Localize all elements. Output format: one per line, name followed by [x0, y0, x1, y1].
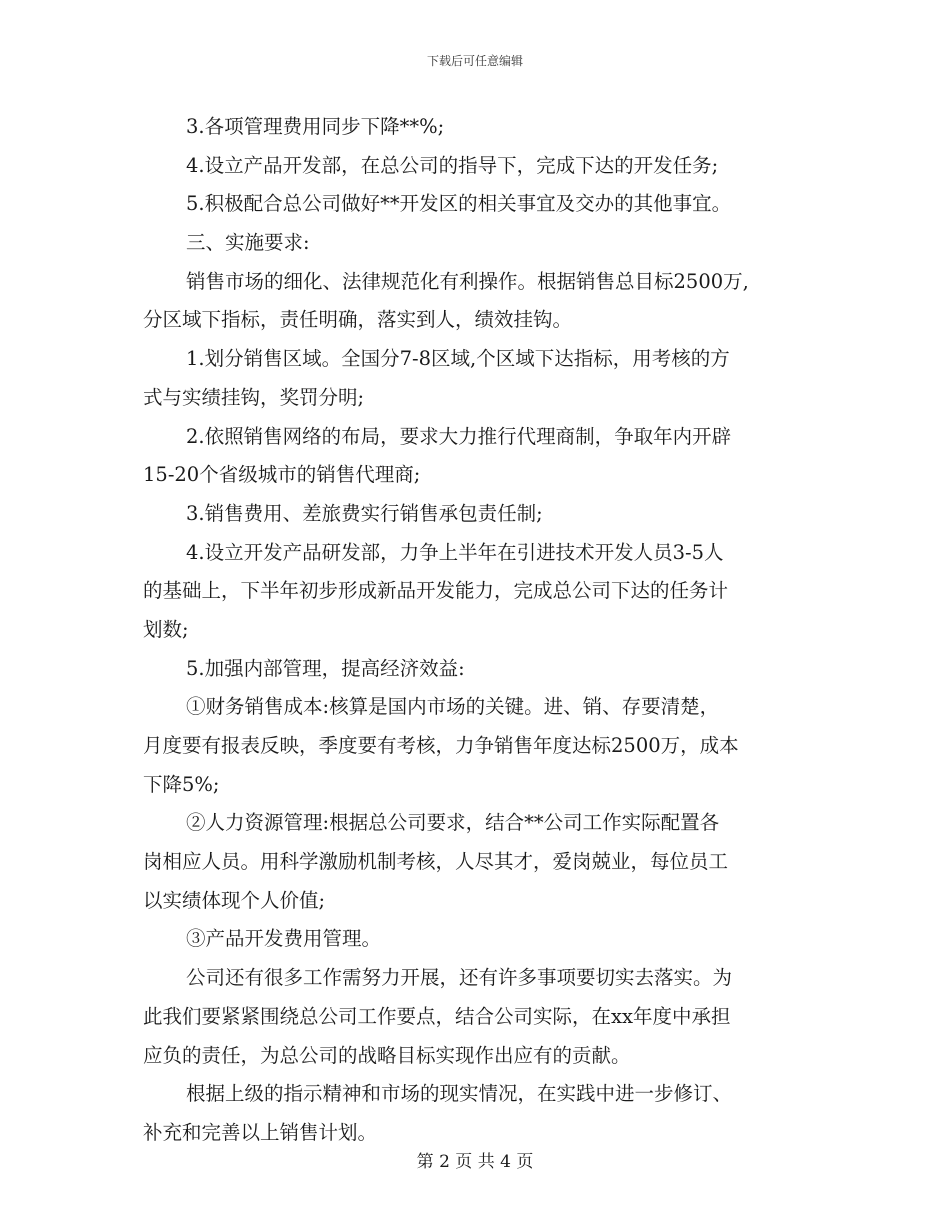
- text-line: 1.划分销售区域。全国分7-8区域,个区域下达指标，用考核的方: [186, 347, 730, 371]
- text-line: 根据上级的指示精神和市场的现实情况，在实践中进一步修订、: [186, 1082, 733, 1106]
- text-line: 以实绩体现个人价值;: [143, 888, 326, 912]
- document-body: [143, 108, 815, 1153]
- text-line: 5.加强内部管理，提高经济效益:: [186, 656, 465, 680]
- text-line: 式与实绩挂钩，奖罚分明;: [143, 385, 365, 409]
- text-line: 应负的责任，为总公司的战略目标实现作出应有的贡献。: [143, 1043, 631, 1067]
- text-line: 4.设立开发产品研发部，力争上半年在引进技术开发人员3-5人: [186, 540, 724, 564]
- text-line: 岗相应人员。用科学激励机制考核，人尽其才，爱岗兢业，每位员工: [143, 850, 729, 874]
- text-line: ②人力资源管理:根据总公司要求，结合**公司工作实际配置各: [186, 811, 720, 835]
- text-line: 5.积极配合总公司做好**开发区的相关事宜及交办的其他事宜。: [186, 192, 732, 216]
- text-line: 补充和完善以上销售计划。: [143, 1120, 378, 1144]
- text-line: 月度要有报表反映，季度要有考核，力争销售年度达标2500万，成本: [143, 734, 739, 757]
- text-line: 此我们要紧紧围绕总公司工作要点，结合公司实际，在xx年度中承担: [143, 1004, 731, 1028]
- text-line: ①财务销售成本:核算是国内市场的关键。进、销、存要清楚，: [186, 695, 720, 719]
- text-line: 分区域下指标，责任明确，落实到人，绩效挂钩。: [143, 308, 573, 332]
- page-header: 下载后可任意编辑: [426, 54, 523, 68]
- page-footer: 第 2 页 共 4 页: [416, 1152, 534, 1172]
- text-line: 3.各项管理费用同步下降**%;: [186, 115, 445, 138]
- text-line: 的基础上，下半年初步形成新品开发能力，完成总公司下达的任务计: [143, 579, 729, 603]
- text-line: 划数;: [143, 617, 189, 641]
- text-line: 公司还有很多工作需努力开展，还有许多事项要切实去落实。为: [186, 966, 733, 990]
- section-heading: 三、实施要求:: [186, 231, 310, 255]
- text-line: 销售市场的细化、法律规范化有利操作。根据销售总目标2500万,: [186, 269, 749, 293]
- text-line: 3.销售费用、差旅费实行销售承包责任制;: [186, 501, 543, 525]
- text-line: ③产品开发费用管理。: [186, 927, 382, 951]
- text-line: 15-20个省级城市的销售代理商;: [143, 463, 421, 487]
- text-line: 4.设立产品开发部，在总公司的指导下，完成下达的开发任务;: [186, 153, 719, 177]
- text-line: 2.依照销售网络的布局，要求大力推行代理商制，争取年内开辟: [186, 424, 732, 448]
- text-line: 下降5%;: [143, 772, 220, 796]
